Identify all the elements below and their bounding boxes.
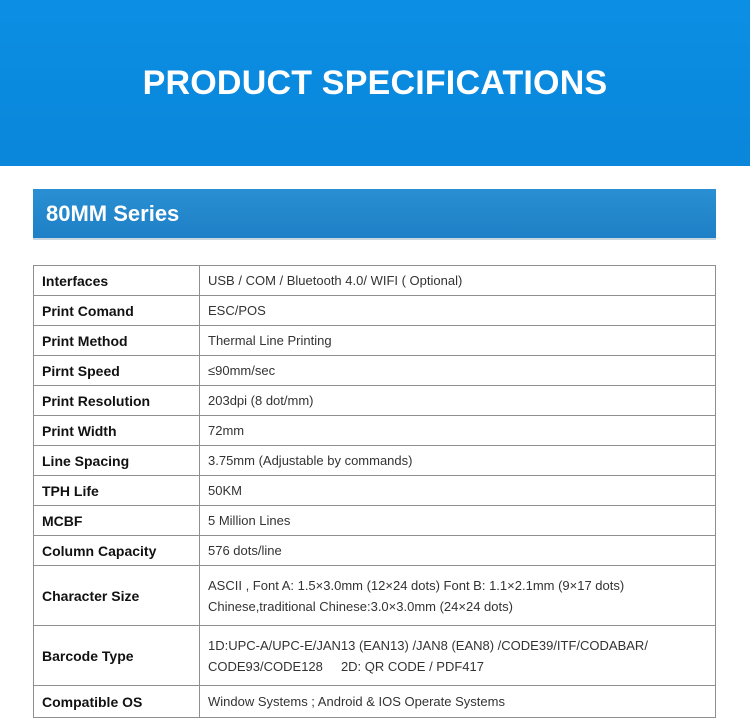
spec-label: Print Resolution [34, 386, 200, 416]
spec-row-tph-life [34, 476, 716, 506]
spec-table [33, 265, 716, 718]
header-banner [0, 0, 750, 166]
spec-label: Column Capacity [34, 536, 200, 566]
spec-label: Print Method [34, 326, 200, 356]
series-title: 80MM Series [46, 201, 180, 226]
spec-value: 3.75mm (Adjustable by commands) [200, 446, 716, 476]
spec-row-compatible-os [34, 686, 716, 718]
spec-label: Pirnt Speed [34, 356, 200, 386]
spec-value-line: CODE93/CODE128 2D: QR CODE / PDF417 [208, 658, 484, 674]
spec-label: Line Spacing [34, 446, 200, 476]
spec-value [200, 566, 716, 626]
spec-label: Interfaces [34, 266, 200, 296]
spec-value: 203dpi (8 dot/mm) [200, 386, 716, 416]
spec-value: ESC/POS [200, 296, 716, 326]
spec-row-print-width [34, 416, 716, 446]
spec-value-line: Chinese,traditional Chinese:3.0×3.0mm (24×24 dots) [208, 598, 513, 614]
spec-row-print-resolution [34, 386, 716, 416]
spec-label: TPH Life [34, 476, 200, 506]
spec-value: 576 dots/line [200, 536, 716, 566]
spec-value [200, 626, 716, 686]
spec-row-column-capacity [34, 536, 716, 566]
spec-value: 50KM [200, 476, 716, 506]
spec-label: Print Comand [34, 296, 200, 326]
spec-value: 5 Million Lines [200, 506, 716, 536]
spec-row-print-command [34, 296, 716, 326]
spec-row-line-spacing [34, 446, 716, 476]
spec-value: Window Systems ; Android & IOS Operate Systems [200, 686, 716, 718]
spec-value-line: ASCII , Font A: 1.5×3.0mm (12×24 dots) Font B: 1.1×2.1mm (9×17 dots) [208, 577, 625, 593]
spec-label: Barcode Type [34, 626, 200, 686]
spec-row-barcode-type [34, 626, 716, 686]
spec-label: Character Size [34, 566, 200, 626]
spec-label: MCBF [34, 506, 200, 536]
spec-row-print-method [34, 326, 716, 356]
spec-value: USB / COM / Bluetooth 4.0/ WIFI ( Optional) [200, 266, 716, 296]
spec-value: ≤90mm/sec [200, 356, 716, 386]
spec-label: Compatible OS [34, 686, 200, 718]
spec-value: 72mm [200, 416, 716, 446]
series-header [33, 189, 716, 240]
spec-row-print-speed [34, 356, 716, 386]
spec-row-mcbf [34, 506, 716, 536]
spec-label: Print Width [34, 416, 200, 446]
spec-value: Thermal Line Printing [200, 326, 716, 356]
spec-row-interfaces [34, 266, 716, 296]
spec-value-line: 1D:UPC-A/UPC-E/JAN13 (EAN13) /JAN8 (EAN8) /CODE39/ITF/CODABAR/ [208, 637, 648, 653]
page-title: PRODUCT SPECIFICATIONS [142, 64, 608, 102]
spec-row-character-size [34, 566, 716, 626]
